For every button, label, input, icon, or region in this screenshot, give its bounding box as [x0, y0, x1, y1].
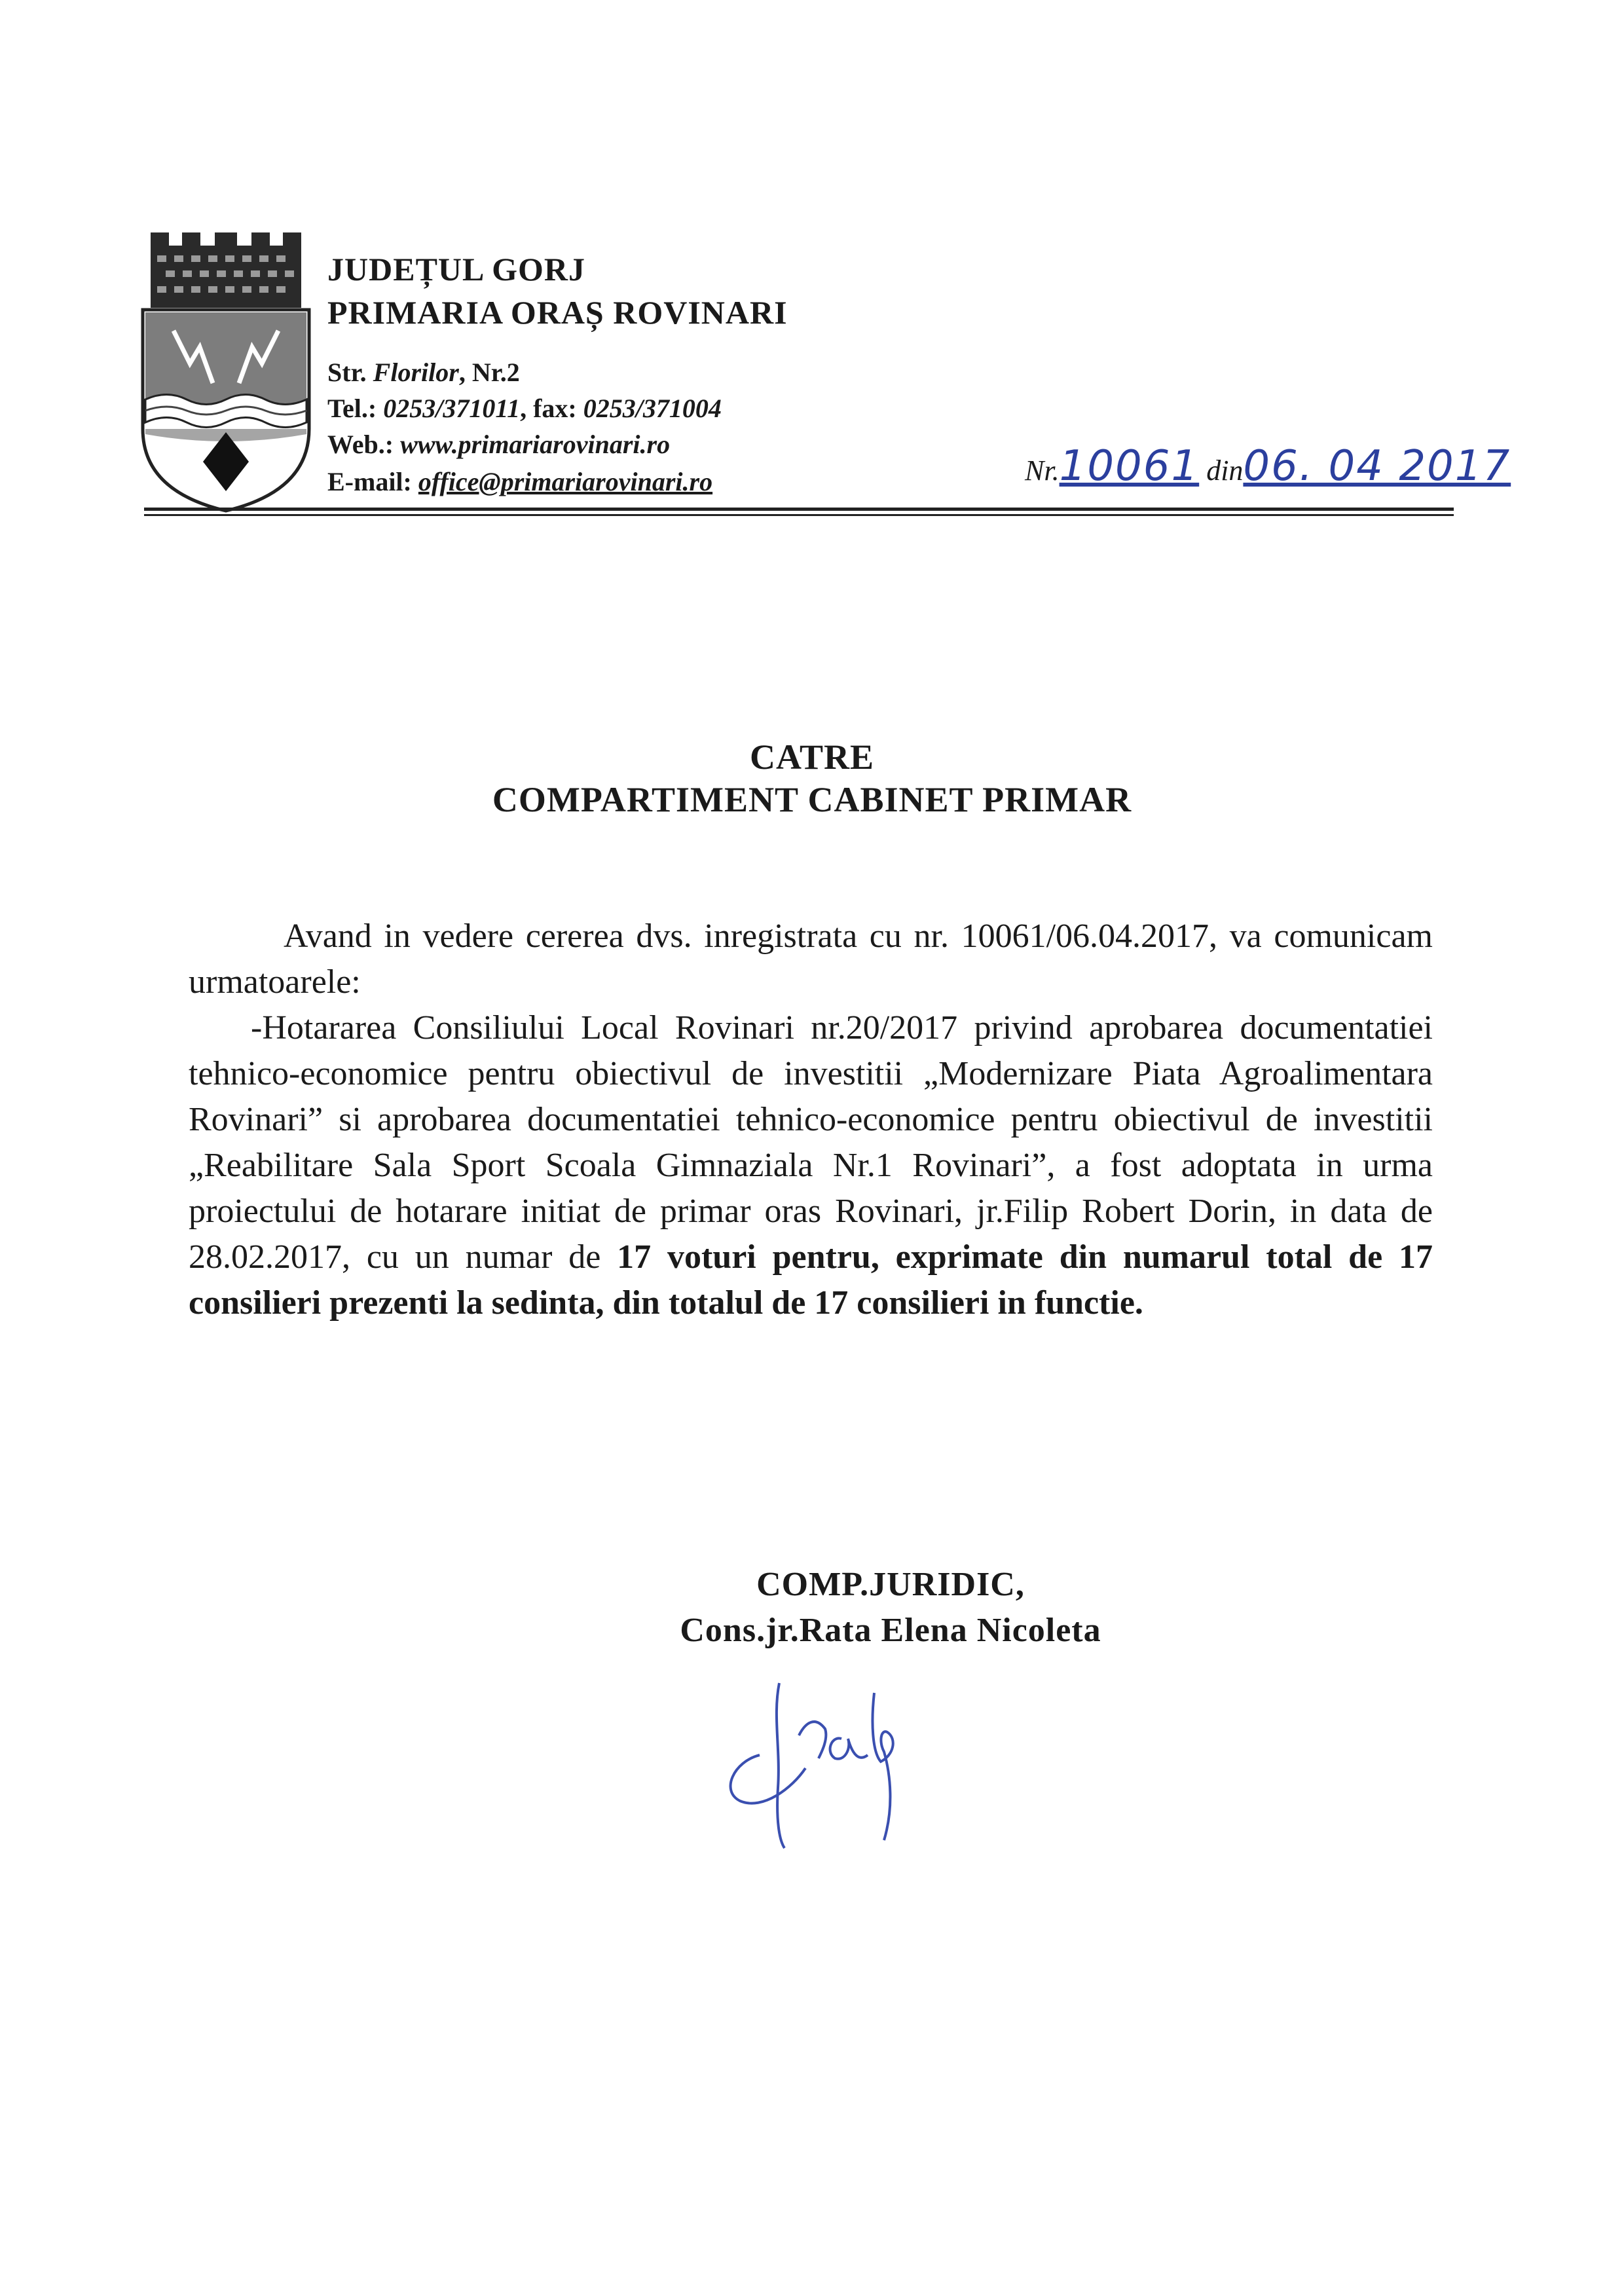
tel-label: Tel.:	[327, 394, 377, 423]
letter-body	[189, 914, 1433, 1326]
signature-department: COMP.JURIDIC,	[756, 1566, 1025, 1603]
body-paragraph-2-text: -Hotararea Consiliului Local Rovinari nr.20/2017 privind aprobarea documentatiei tehnico-economice pentru obiectivul de investitii „Modernizare Piata Agroalimentara Rovinari” si aprobarea documentatiei tehnico-economice pentru obiectivul de investitii „Reabilitare Sala Sport Scoala Gimnaziala Nr.1 Rovinari”, a fost adoptata in urma proiectului de hotarare initiat de primar oras Rovinari, jr.Filip Robert Dorin, in data de 28.02.2017, cu un numar de	[189, 1009, 1433, 1276]
tel-value: 0253/371011	[383, 394, 521, 423]
address-number: , Nr.2	[458, 358, 520, 387]
date-value: 06. 04 2017	[1243, 442, 1511, 491]
email-link[interactable]: office@primariarovinari.ro	[418, 467, 713, 496]
header-divider-bottom	[144, 514, 1454, 516]
address-street: Florilor	[373, 358, 459, 387]
web-link[interactable]: www.primariarovinari.ro	[400, 430, 671, 459]
body-paragraph-2-bold: 17 voturi pentru, exprimate din numarul total de 17 consilieri prezenti la sedinta, din totalul de 17 consilieri in functie.	[189, 1238, 1433, 1322]
addressee-line-1: CATRE	[749, 737, 875, 777]
address-line	[327, 357, 520, 388]
header-divider-top	[144, 508, 1454, 511]
fax-label: , fax:	[520, 394, 577, 423]
fax-value: 0253/371004	[583, 394, 722, 423]
county-name: JUDEȚUL GORJ	[327, 251, 586, 287]
address-label: Str.	[327, 358, 367, 387]
body-paragraph-2	[189, 1005, 1433, 1326]
institution-name: PRIMARIA ORAȘ ROVINARI	[327, 294, 788, 331]
nr-value: 10061	[1059, 442, 1200, 491]
city-coat-of-arms	[138, 232, 314, 514]
email-label: E-mail:	[327, 467, 412, 496]
signature-name: Cons.jr.Rata Elena Nicoleta	[680, 1612, 1101, 1649]
handwritten-signature	[707, 1676, 943, 1853]
body-paragraph-1: Avand in vedere cererea dvs. inregistrata cu nr. 10061/06.04.2017, va comunicam urmatoarele:	[189, 917, 1433, 1001]
web-line	[327, 429, 670, 460]
date-label: din	[1206, 454, 1244, 487]
nr-label: Nr.	[1025, 454, 1060, 487]
addressee-line-2: COMPARTIMENT CABINET PRIMAR	[492, 780, 1132, 819]
registration-number	[1025, 442, 1511, 491]
web-label: Web.:	[327, 430, 394, 459]
email-line	[327, 466, 712, 497]
phone-line	[327, 393, 722, 424]
